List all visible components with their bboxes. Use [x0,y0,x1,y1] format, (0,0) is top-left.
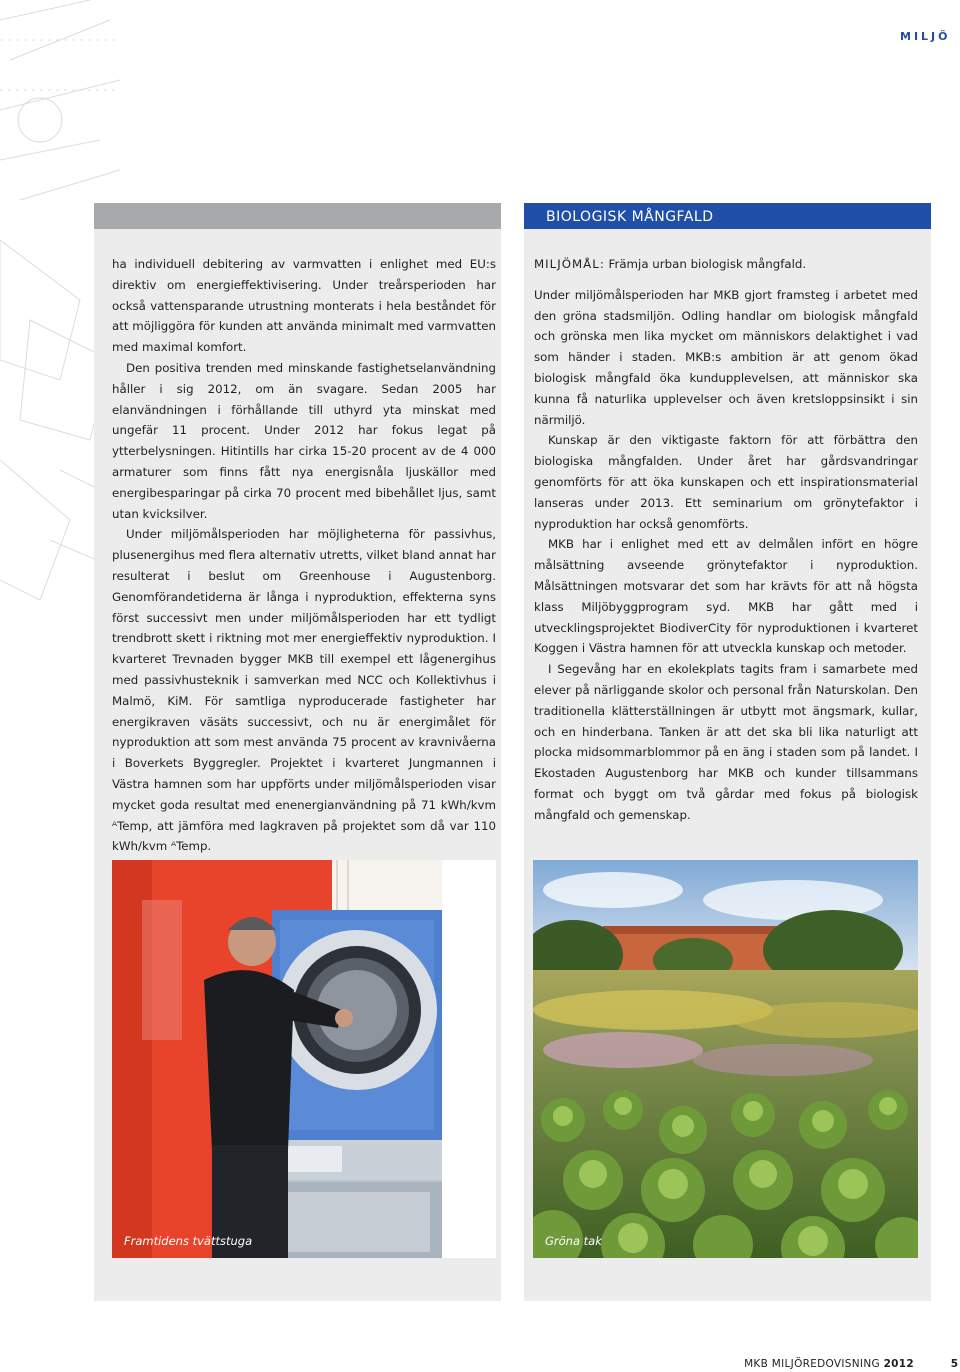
green-roof-illustration [533,860,918,1258]
body-paragraph: ha individuell debitering av varmvatten i enlighet med EU:s direktiv om energieffektivisering. Under treårsperioden har också vattensparande utrustning monterats i hela beståndet för att möjliggöra för kunden att använda minimalt med varmvatten med maximal komfort. [112,257,496,355]
goal-statement [534,254,918,275]
body-paragraph: Under miljömålsperioden har MKB gjort framsteg i arbetet med den gröna stadsmiljön. Odling handlar om biologisk mångfald och grönska men lika mycket om människors delaktighet i vad som händer i staden. MKB:s ambition är att genom ökad biologisk mångfald öka kundupplevelsen, att människor ska kunna få naturlika upplevelser och även kretsloppsinsikt i sin närmiljö. [534,287,918,427]
section-heading: BIOLOGISK MÅNGFALD [546,209,714,225]
right-panel-header-bar [524,203,931,229]
left-panel-header-bar [94,203,501,229]
goal-text: Främja urban biologisk mångfald. [604,257,807,271]
footer-publication [744,1358,914,1370]
laundry-photo [112,860,496,1258]
body-paragraph: Kunskap är den viktigaste faktorn för att förbättra den biologiska mångfalden. Under året har gårdsvandringar genomförts för att öka kunskapen och ett inspirationsmaterial lanseras under 2013. Ett seminarium om grönytefaktor i nyproduktion har också genomförts. [534,433,918,531]
section-label: MILJÖ [900,30,951,43]
page-footer [600,1358,960,1372]
body-paragraph: MKB har i enlighet med ett av delmålen infört en högre målsättning avseende grönytefaktor i nyproduktion. Målsättningen motsvarar det som har krävts för att nå högsta klass Miljöbyggprogram syd. MKB har gått med i utvecklingsprojektet BiodiverCity för nyproduktionen i kvarteret Koggen i Västra hamnen för att utveckla kunskap och metoder. [534,537,918,656]
body-paragraph: Den positiva trenden med minskande fastighetselanvändning håller i sig 2012, om än svagare. Sedan 2005 har elanvändningen i förhållande till uthyrd yta minskat med ungefär 11 procent. Under 2012 har fokus legat på ytterbelysningen. Hitintills har cirka 15-20 procent av de 4 000 armaturer som finns fått nya energisnåla ljuskällor med energibesparingar på cirka 70 procent med bibehållet ljus, samt utan kvicksilver. [112,360,496,521]
body-paragraph: I Segevång har en ekolekplats tagits fram i samarbete med elever på närliggande skolor och personal från Naturskolan. Den traditionella klätterställningen är utbytt mot ängsmark, kullar, och en hinderbana. Tanken är att det ska bli lika naturligt att plocka midsommarblommor på en äng i staden som på landet. I Ekostaden Augustenborg har MKB och kunder tillsammans format och byggt om två gårdar med fokus på biologisk mångfald och gemenskap. [534,662,918,822]
goal-label: MILJÖMÅL: [534,257,605,271]
left-text-column [112,254,496,857]
body-paragraph: Under miljömålsperioden har möjligheterna för passivhus, plusenergihus med flera alternativ utretts, vilket bland annat har resulterat i beslut om Greenhouse i Augustenborg. Genomförandetiderna är långa i nyproduktion, effekterna syns först successivt men under miljömålsperioden har ett tydligt trendbrott skett i riktning mot mer energieffektiv nyproduktion. I kvarteret Trevnaden bygger MKB till exempel ett lågenergihus med passivhusteknik i samverkan med NCC och Kollektivhus i Malmö, KiM. För samtliga nyproducerade fastigheter har energikraven väsäts successivt, och nu är energimålet för nyproduktion att som mest använda 75 procent av kravnivåerna i Boverkets Byggregler. Projektet i kvarteret Jungmannen i Västra hamnen som har uppförts under miljömålsperioden visar mycket goda resultat med enenergianvändning på 71 kWh/kvm ᴬTemp, att jämföra med lagkraven på projektet som då var 110 kWh/kvm ᴬTemp. [112,527,496,854]
photo-caption: Gröna tak [545,1234,602,1248]
footer-year: 2012 [883,1358,914,1370]
laundry-illustration [112,860,496,1258]
green-roof-photo [533,860,918,1258]
page-number: 5 [950,1358,958,1370]
photo-caption: Framtidens tvättstuga [124,1234,253,1248]
footer-publication-name: MKB MILJÖREDOVISNING [744,1358,884,1370]
right-text-column [534,254,918,826]
